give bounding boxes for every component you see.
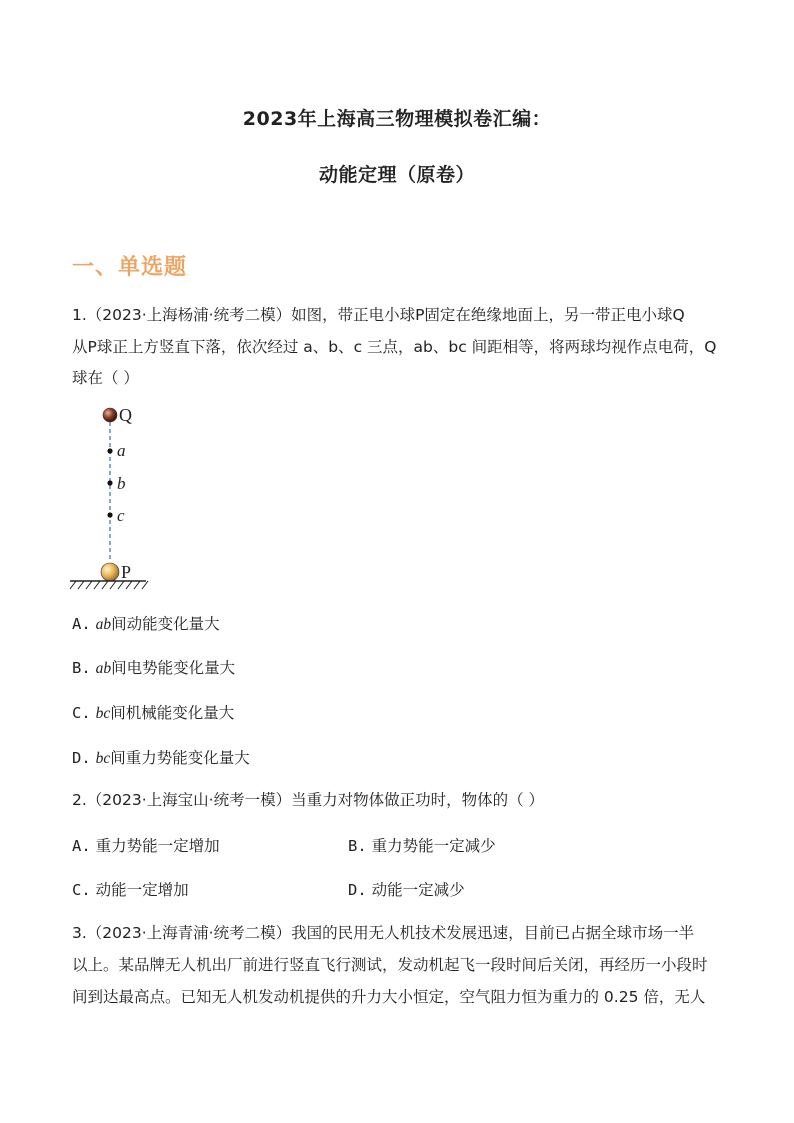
option-letter: A.	[72, 837, 91, 855]
option-letter: D.	[348, 881, 367, 899]
option-text: 重力势能一定增加	[95, 837, 220, 855]
option-text: 间动能变化量大	[111, 615, 220, 633]
ball-p	[101, 563, 119, 581]
q3-line-3: 间到达最高点。已知无人机发动机提供的升力大小恒定，空气阻力恒为重力的 0.25 倍，无人	[72, 988, 706, 1006]
option-variable: bc	[95, 705, 111, 722]
q2-line-1: 2.（2023·上海宝山·统考一模）当重力对物体做正功时，物体的（ ）	[72, 791, 545, 809]
q2-option-d[interactable]	[348, 878, 465, 900]
label-a: a	[117, 441, 126, 460]
option-letter: C.	[72, 704, 91, 722]
point-c	[107, 512, 112, 517]
q1-option-c[interactable]	[72, 701, 234, 723]
option-letter: C.	[72, 881, 91, 899]
q1-line-3: 球在（ ）	[72, 369, 139, 387]
option-text: 动能一定减少	[371, 881, 465, 899]
q2-option-a[interactable]	[72, 834, 220, 856]
q1-line-2: 从P球正上方竖直下落，依次经过 a、b、c 三点，ab、bc 间距相等，将两球均视作点电荷，Q	[72, 338, 717, 356]
ground-hatching	[70, 581, 148, 589]
q2-option-b[interactable]	[348, 834, 496, 856]
label-p: P	[121, 562, 132, 582]
option-text: 重力势能一定减少	[371, 837, 496, 855]
document-title: 2023年上海高三物理模拟卷汇编：	[242, 108, 552, 130]
option-variable: bc	[95, 750, 111, 767]
q1-option-d[interactable]	[72, 746, 250, 768]
q1-option-b[interactable]	[72, 656, 235, 678]
option-text: 动能一定增加	[95, 881, 189, 899]
option-text: 间电势能变化量大	[111, 659, 236, 677]
document-subtitle: 动能定理（原卷）	[318, 164, 475, 186]
q3-line-1: 3.（2023·上海青浦·统考二模）我国的民用无人机技术发展迅速，目前已占据全球市场一半	[72, 924, 695, 942]
point-b	[107, 480, 112, 485]
q1-figure	[66, 400, 156, 596]
option-variable: ab	[95, 660, 112, 677]
q1-option-a[interactable]	[72, 612, 220, 634]
label-q: Q	[119, 405, 132, 425]
option-letter: B.	[72, 659, 91, 677]
option-letter: A.	[72, 615, 91, 633]
q3-line-2: 以上。某品牌无人机出厂前进行竖直飞行测试，发动机起飞一段时间后关闭，再经历一小段时	[72, 956, 708, 974]
option-text: 间机械能变化量大	[110, 704, 235, 722]
ball-q	[103, 408, 117, 422]
label-c: c	[117, 506, 125, 525]
option-variable: ab	[95, 616, 112, 633]
point-a	[107, 448, 112, 453]
option-text: 间重力势能变化量大	[110, 749, 250, 767]
option-letter: B.	[348, 837, 367, 855]
q2-option-c[interactable]	[72, 878, 189, 900]
option-letter: D.	[72, 749, 91, 767]
label-b: b	[117, 474, 126, 493]
section-heading: 一、单选题	[72, 255, 188, 280]
charged-balls-diagram	[66, 400, 156, 596]
q1-line-1: 1.（2023·上海杨浦·统考二模）如图，带正电小球P固定在绝缘地面上，另一带正电小球Q	[72, 306, 685, 324]
